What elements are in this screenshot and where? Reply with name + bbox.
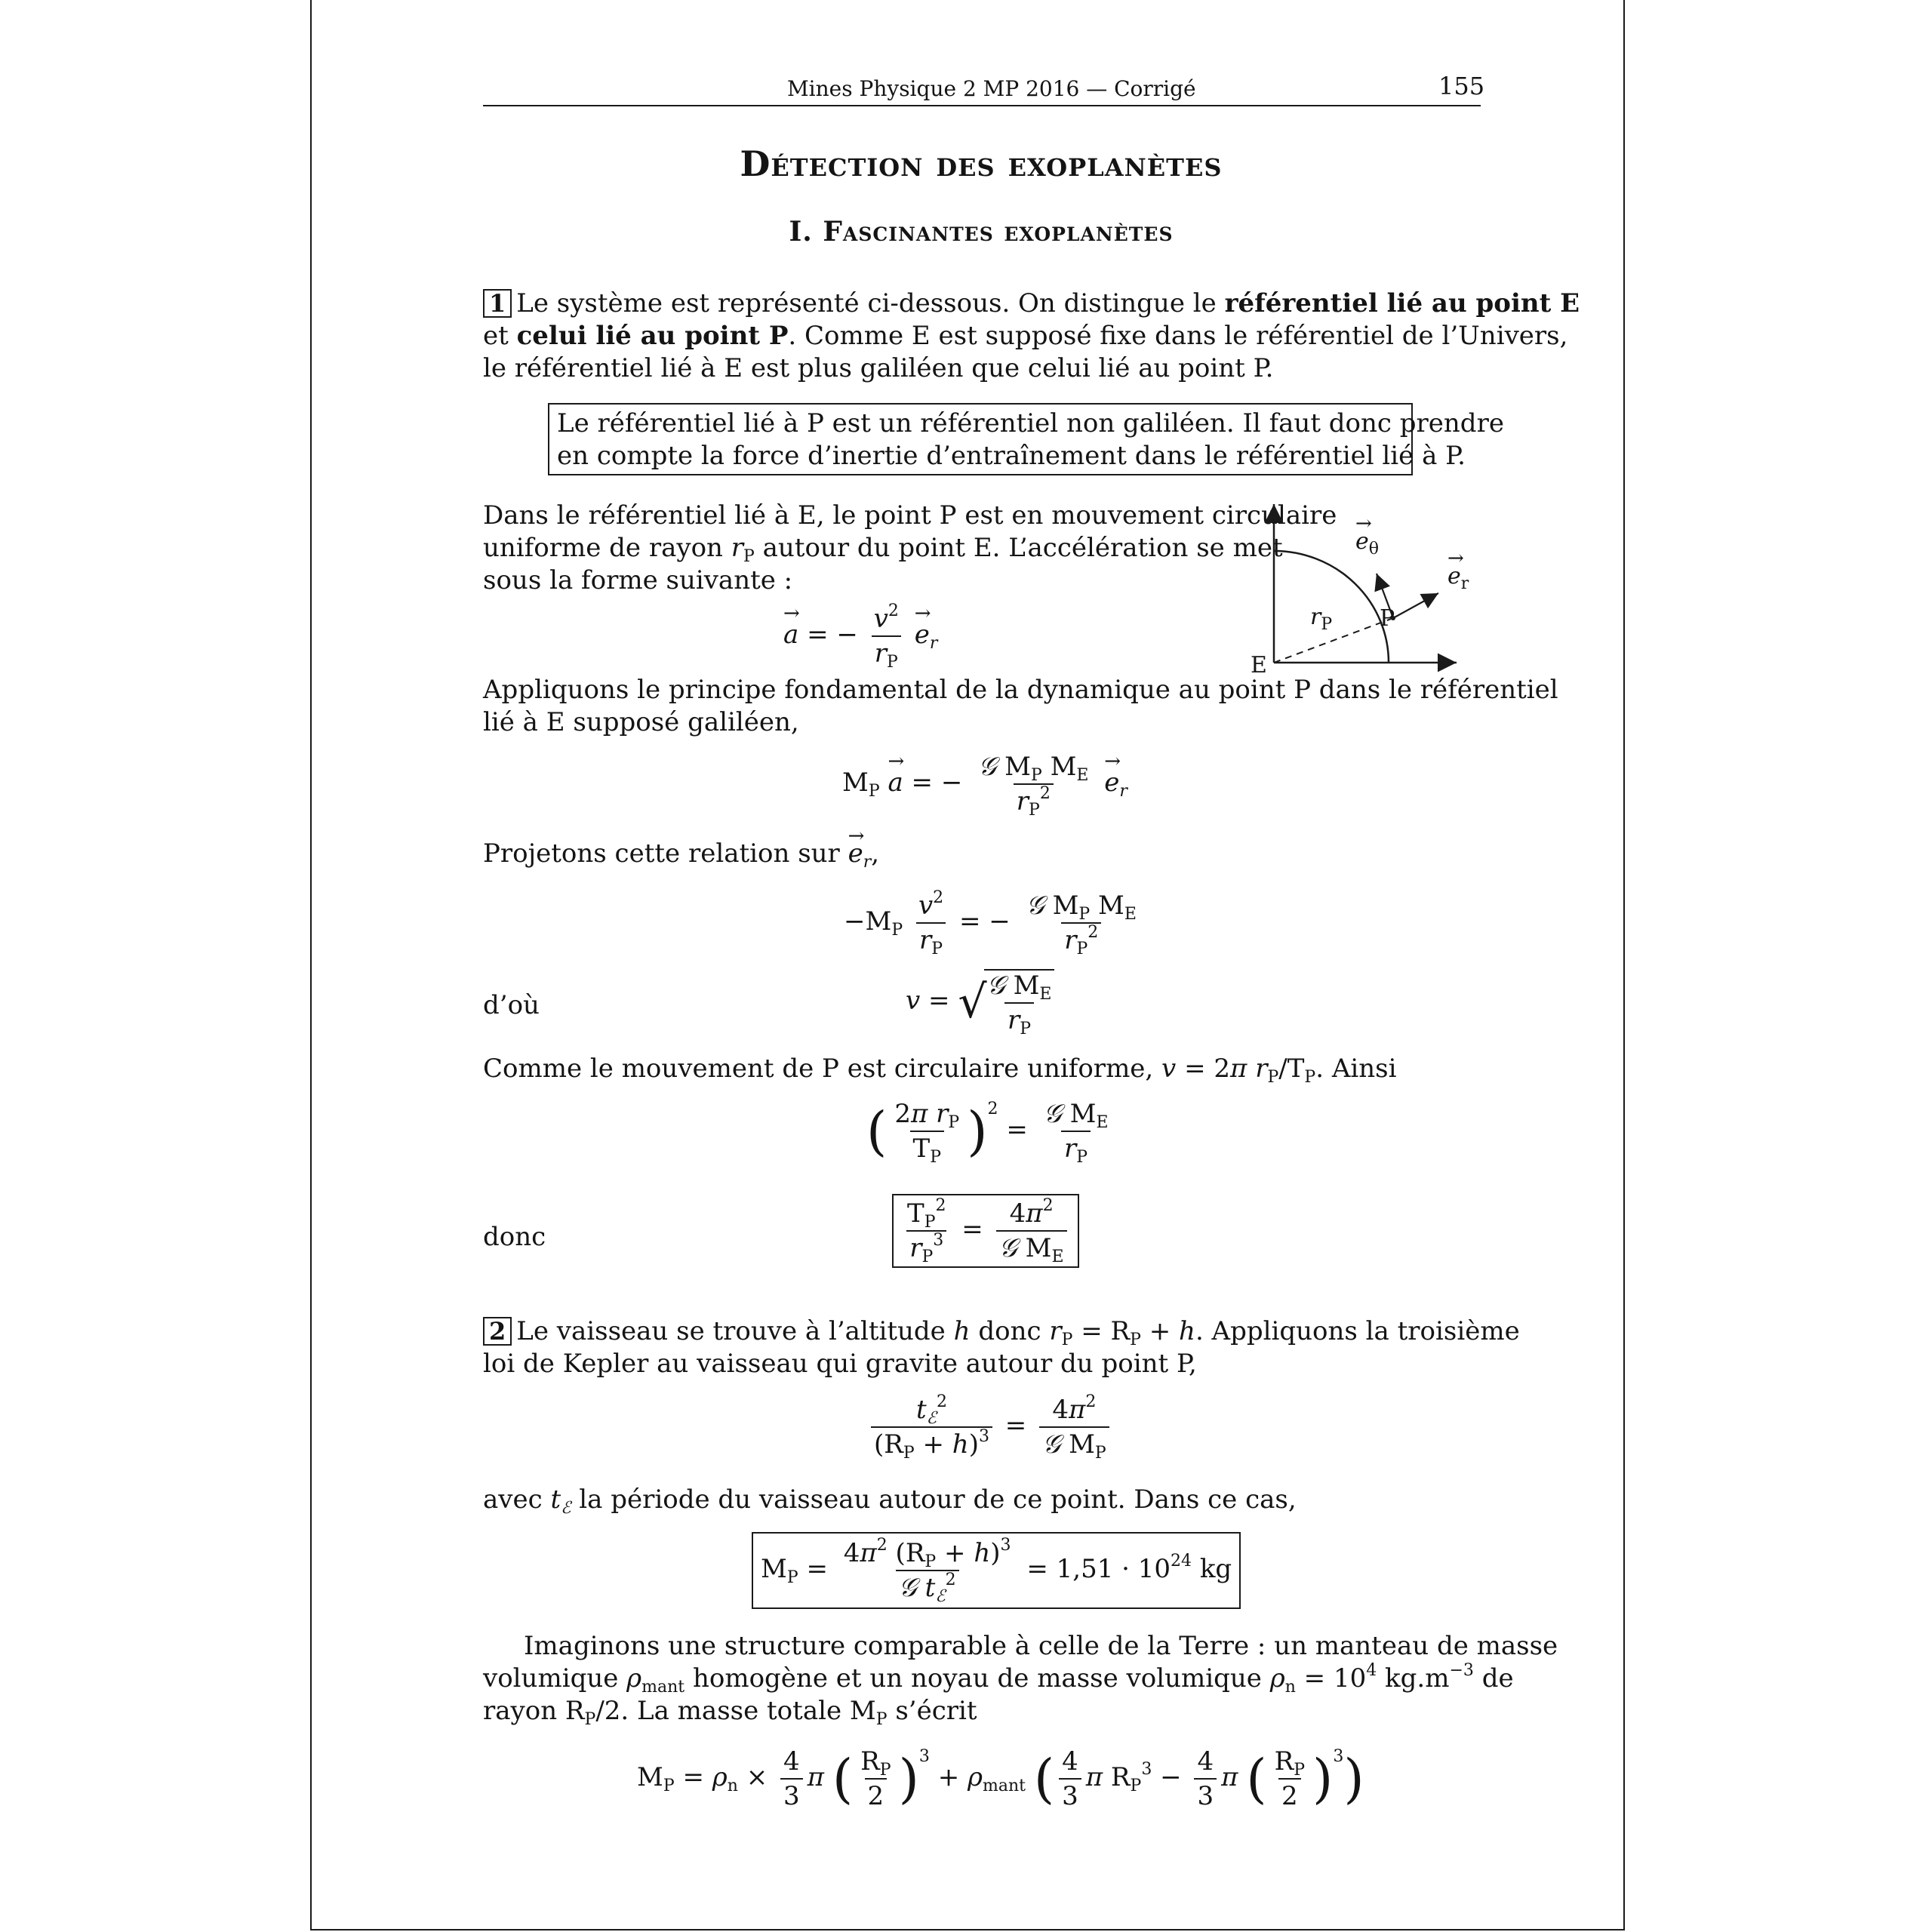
er-vector [1393, 593, 1438, 618]
q2-text-c: . Appliquons la troisième [1195, 1316, 1520, 1346]
rP-r: r [1310, 604, 1321, 630]
boxed-line-1: Le référentiel lié à P est un référentiel non galiléen. Il faut donc prendre [557, 408, 1504, 438]
header-rule [483, 105, 1481, 106]
p6-text-a: volumique [483, 1663, 627, 1694]
donc-label: donc [483, 1222, 546, 1252]
dou-label: d’où [483, 990, 540, 1020]
q1-p2-line1: Dans le référentiel lié à E, le point P est en mouvement circulaire [483, 500, 1337, 531]
q1-bold-b: celui lié au point P [516, 321, 789, 351]
q1-text-e: . Comme E est supposé fixe dans le référentiel de l’Univers, [788, 321, 1568, 351]
equation-period-squared: ( $\frac{2\pi r_P}{T_P}$ )$^2$ = $\frac{𝒢 M_E}{r_P}$ [866, 1099, 1109, 1167]
mass-result: = 1,51 · 10 [1026, 1554, 1171, 1584]
p6-text-e: de [1473, 1663, 1514, 1694]
q2-line2: loi de Kepler au vaisseau qui gravite autour du point P, [483, 1349, 1197, 1379]
q2-line3-b: la période du vaisseau autour de ce point. Dans ce cas, [571, 1484, 1297, 1515]
equation-pfd: $M_P \to a$ = − $\frac{𝒢 M_P M_E}{r_P^2}$ → $e_r$ [842, 752, 1128, 817]
figure-label-E: E [1251, 652, 1267, 678]
p2-text-a: uniforme de rayon [483, 533, 731, 563]
equation-total-mass: $M_P = \rho_n$ × $\frac{4}{3}$ π ( $\frac{R_P}{2}$ )$^3 + \rho_{mant}$ ( $\frac{4}{3}$ π $R_P^3$ − $\frac{4}{3}$ π ( $\frac{R_P}{2}$ )$^3$) [637, 1746, 1364, 1811]
question-number-1: 1 [483, 289, 512, 318]
section-title: I. Fascinantes exoplanètes [789, 216, 1174, 248]
p6-text-d: kg.m [1377, 1663, 1450, 1694]
q1-line3: le référentiel lié à E est plus galiléen que celui lié au point P. [483, 353, 1274, 383]
q1-line1 [483, 288, 1580, 320]
q1-text-a: Le système est représenté ci-dessous. On distingue le [516, 288, 1225, 318]
er-e: → e [1447, 560, 1461, 592]
boxed-line-2: en compte la force d’inertie d’entraînement dans le référentiel lié à P. [557, 441, 1466, 471]
q1-boxed-conclusion [548, 403, 1504, 475]
p4-text: Projetons cette relation sur [483, 838, 848, 869]
p6-line3-b: /2. La masse totale M [595, 1696, 876, 1726]
figure-label-rP: $r_P$ [1310, 604, 1333, 634]
p6-line3-a: rayon R [483, 1696, 585, 1726]
q2-text-a: Le vaisseau se trouve à l’altitude [516, 1316, 954, 1346]
equation-projection: $-M_P$ $\frac{v^2}{r_P}$ = − $\frac{𝒢 M_P M_E}{r_P^2}$ [844, 888, 1137, 958]
figure-label-er: → $e_r$ [1447, 560, 1469, 592]
q2-line3-a: avec [483, 1484, 551, 1515]
equation-mass-boxed: $M_P$ = $\frac{4\pi^2 (R_P + h)^3}{𝒢 t_ℰ^2}$ = $1,51 \cdot 10^{24}$ kg [752, 1532, 1241, 1609]
q1-p5: Comme le mouvement de P est circulaire uniforme, v = 2π $r_P/T_P$. Ainsi [483, 1054, 1397, 1087]
p6-text-b: homogène et un noyau de masse volumique [685, 1663, 1270, 1694]
mass-unit: kg [1199, 1554, 1232, 1584]
p5-text-a: Comme le mouvement de P est circulaire uniforme, [483, 1054, 1162, 1084]
q2-p6-line3: rayon $R_P/2$. La masse totale $M_P$ s’écrit [483, 1696, 977, 1729]
q1-p2-line2: uniforme de rayon $r_P$ autour du point E. L’accélération se met [483, 533, 1283, 566]
p6-text-c: = 10 [1303, 1663, 1367, 1694]
q1-line2 [483, 320, 1567, 352]
p6-line3-c: s’écrit [887, 1696, 977, 1726]
equation-kepler-vessel: $\frac{t_ℰ^2}{(R_P + h)^3}$ = $\frac{4\pi^2}{𝒢 M_P}$ [866, 1395, 1114, 1460]
equation-kepler-boxed: $\frac{T_P^2}{r_P^3}$ = $\frac{4\pi^2}{𝒢 M_E}$ [892, 1194, 1079, 1268]
document-title: Détection des exoplanètes [740, 143, 1223, 184]
q2-text-b: donc [970, 1316, 1050, 1346]
p5-text-b: . Ainsi [1315, 1054, 1397, 1084]
radius-dashed [1274, 618, 1393, 663]
p2-text-b: autour du point E. L’accélération se met [754, 533, 1283, 563]
etheta-e: → e [1355, 525, 1369, 558]
q2-line3: avec $t_ℰ$ la période du vaisseau autour de ce point. Dans ce cas, [483, 1484, 1297, 1518]
q2-p6-line2: volumique $\rho_{mant}$ homogène et un noyau de masse volumique $\rho_n = 10^4$ $kg.m^{-3}$ de [483, 1661, 1514, 1697]
running-title: Mines Physique 2 MP 2016 — Corrigé [787, 76, 1196, 101]
q1-p3-line1: Appliquons le principe fondamental de la dynamique au point P dans le référentiel [483, 675, 1558, 705]
equation-velocity: v = √ $\frac{𝒢 M_E}{r_P}$ [906, 969, 1059, 1035]
q1-text-c: et [483, 321, 517, 351]
question-number-2: 2 [483, 1317, 512, 1346]
q2-p6-line1: Imaginons une structure comparable à celle de la Terre : un manteau de masse [524, 1631, 1558, 1661]
q2-line1: 2 Le vaisseau se trouve à l’altitude h donc $r_P = R_P + h$. Appliquons la troisième [483, 1315, 1520, 1348]
q1-p2-line3: sous la forme suivante : [483, 565, 793, 595]
page-number: 155 [1438, 72, 1485, 100]
q1-p3-line2: lié à E supposé galiléen, [483, 707, 799, 737]
figure-label-etheta: → $e_\theta$ [1355, 525, 1379, 558]
equation-acceleration: → a = − $\frac{v^2}{r_P}$ → $e_r$ [783, 604, 937, 669]
mass-exponent: 24 [1171, 1552, 1192, 1571]
q1-p4: Projetons cette relation sur → $e_r$, [483, 838, 879, 870]
figure-label-P: P [1380, 605, 1395, 632]
q1-bold-a: référentiel lié au point E [1224, 288, 1580, 318]
